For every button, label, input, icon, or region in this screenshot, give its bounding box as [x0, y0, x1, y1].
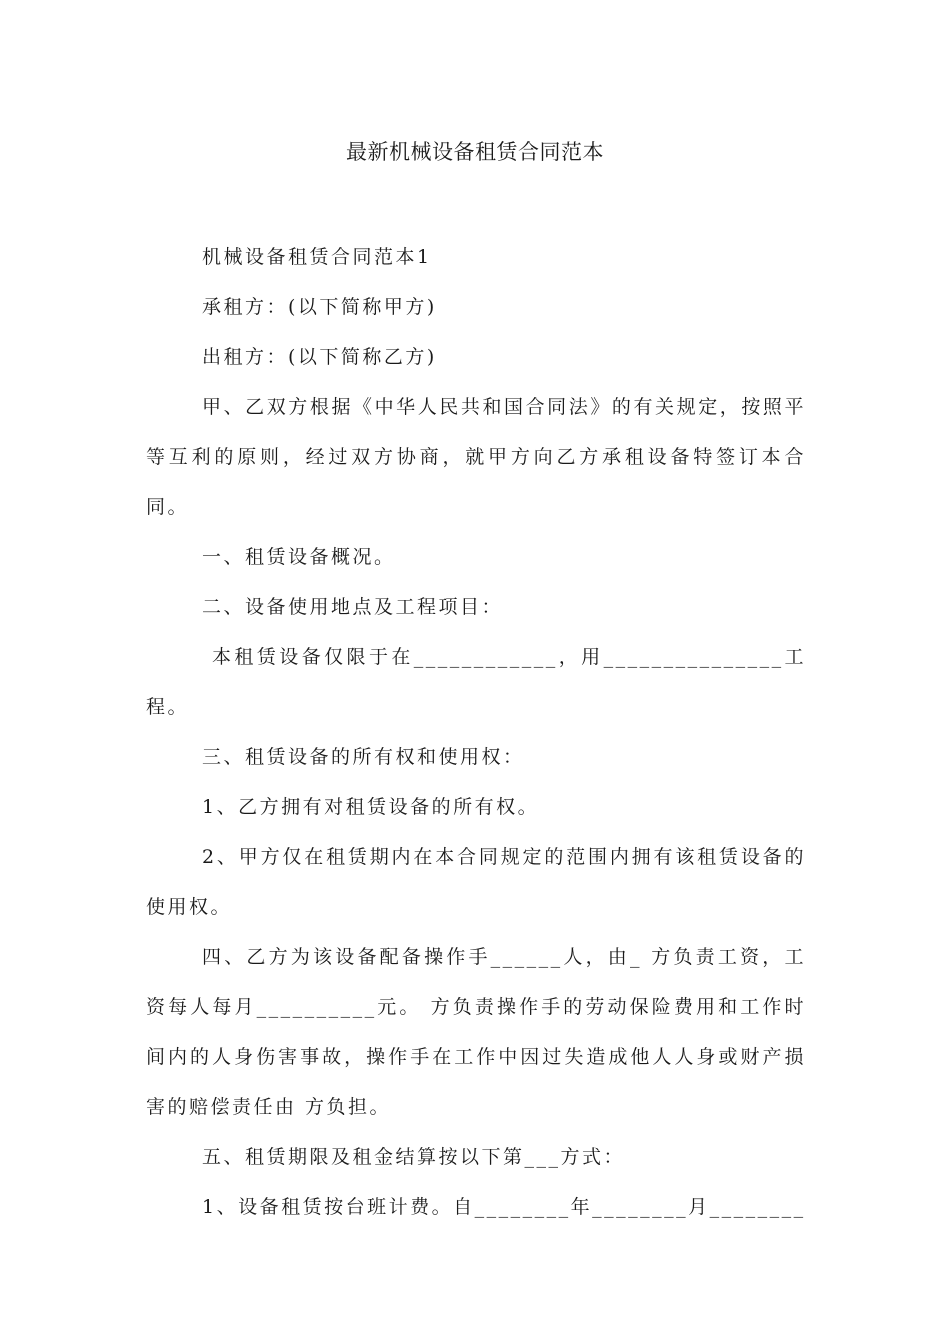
section-1-heading: 一、租赁设备概况。	[202, 546, 396, 568]
section-3-clause-2: 2、甲方仅在租赁期内在本合同规定的范围内拥有该租赁设备的使用权。	[146, 846, 806, 918]
section-5-heading: 五、租赁期限及租金结算按以下第___方式：	[202, 1146, 626, 1168]
lessor-line: 出租方：(以下简称乙方)	[202, 346, 437, 368]
section-5-clause-1: 1、设备租赁按台班计费。自________年________月________	[202, 1196, 806, 1218]
lessee-line: 承租方：(以下简称甲方)	[202, 296, 437, 318]
section-4-paragraph: 四、乙方为该设备配备操作手______人，由_ 方负责工资，工资每人每月__________元。 方负责操作手的劳动保险费用和工作时间内的人身伤害事故，操作手在工作中因过失造成他人人身或财产损害的赔偿责任由 方负担。	[146, 946, 806, 1118]
section-3-clause-1: 1、乙方拥有对租赁设备的所有权。	[202, 796, 540, 818]
contract-subtitle: 机械设备租赁合同范本1	[202, 246, 432, 268]
section-2-paragraph: 本租赁设备仅限于在____________，用_______________工程。	[146, 646, 806, 718]
section-2-heading: 二、设备使用地点及工程项目：	[202, 596, 504, 618]
preamble-paragraph: 甲、乙双方根据《中华人民共和国合同法》的有关规定，按照平等互利的原则，经过双方协商，就甲方向乙方承租设备特签订本合同。	[146, 396, 806, 518]
document-body	[146, 232, 806, 1232]
document-title: 最新机械设备租赁合同范本	[346, 140, 604, 164]
section-3-heading: 三、租赁设备的所有权和使用权：	[202, 746, 525, 768]
